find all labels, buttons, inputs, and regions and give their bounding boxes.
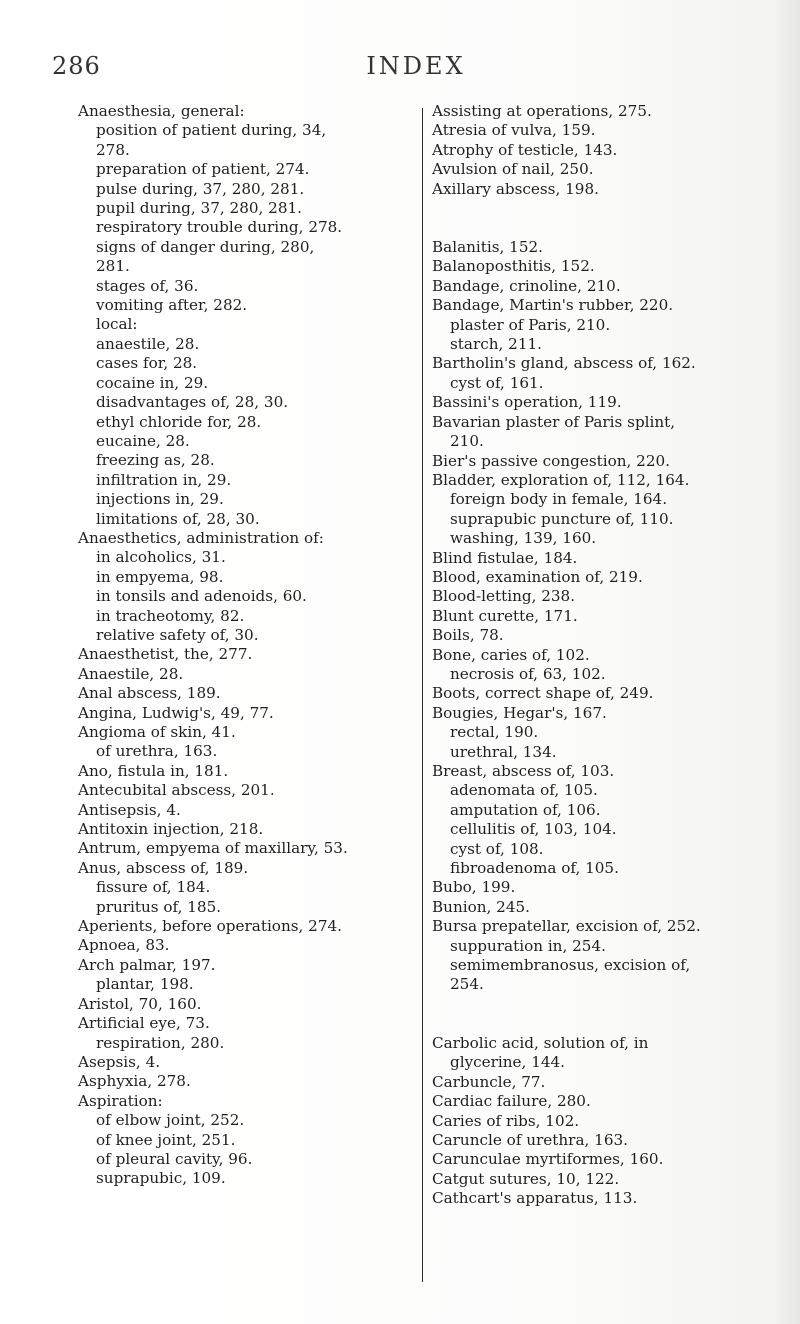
index-entry: Assisting at operations, 275. [432,102,652,120]
page-header [0,52,800,88]
index-entry: Arch palmar, 197. [78,955,216,974]
index-entry: Boots, correct shape of, 249. [432,684,654,703]
page-edge-shadow [774,0,800,1324]
index-subentry: suprapubic, 109. [96,1169,226,1188]
index-entry: Axillary abscess, 198. [432,179,599,198]
index-subentry: signs of danger during, 280, [96,237,315,256]
index-entry: Blood, examination of, 219. [432,567,643,586]
index-entry: Bandage, Martin's rubber, 220. [432,296,674,315]
index-subentry: 281. [96,257,130,276]
index-subentry: vomiting after, 282. [96,296,248,315]
index-subentry: of pleural cavity, 96. [96,1149,253,1168]
index-entry: Balanoposthitis, 152. [432,257,595,276]
index-entry: Anus, abscess of, 189. [78,858,249,877]
index-subentry: 210. [450,432,484,451]
index-subentry: starch, 211. [450,335,542,354]
index-subentry: respiratory trouble during, 278. [96,218,343,237]
index-subentry: 254. [450,975,484,994]
index-entry: Bier's passive congestion, 220. [432,451,670,470]
index-subentry: respiration, 280. [96,1033,225,1052]
index-subentry: necrosis of, 63, 102. [450,664,606,683]
index-entry: Caries of ribs, 102. [432,1111,580,1130]
index-subentry: pupil during, 37, 280, 281. [96,199,302,218]
index-entry: Carbuncle, 77. [432,1072,546,1091]
index-subentry: suppuration in, 254. [450,936,606,955]
index-entry: Atrophy of testicle, 143. [432,140,618,159]
index-subentry: pulse during, 37, 280, 281. [96,179,305,198]
index-subentry: cellulitis of, 103, 104. [450,820,617,839]
index-entry: Bartholin's gland, abscess of, 162. [432,354,696,373]
index-entry: Angioma of skin, 41. [78,723,236,741]
index-subentry: cases for, 28. [96,354,198,373]
index-entry: Cathcart's apparatus, 113. [432,1189,638,1208]
index-entry: Bone, caries of, 102. [432,645,590,664]
index-entry: Antecubital abscess, 201. [78,781,275,800]
index-subentry: in alcoholics, 31. [96,548,226,567]
index-subentry: urethral, 134. [450,742,557,761]
running-head: INDEX [366,52,466,80]
index-subentry: of elbow joint, 252. [96,1111,245,1130]
index-subentry: in empyema, 98. [96,567,224,586]
index-entry: Aristol, 70, 160. [78,994,202,1013]
index-entry: Blunt curette, 171. [432,606,578,625]
index-subentry: stages of, 36. [96,276,199,295]
index-subentry: limitations of, 28, 30. [96,509,260,528]
index-subentry: freezing as, 28. [96,451,215,470]
index-entry: Ano, fistula in, 181. [78,761,229,780]
index-entry: Anaesthetics, administration of: [78,528,324,547]
index-subentry: eucaine, 28. [96,431,190,450]
index-entry: Caruncle of urethra, 163. [432,1130,628,1149]
index-subentry: of urethra, 163. [96,742,218,761]
index-subentry: plantar, 198. [96,975,194,994]
index-entry: Bandage, crinoline, 210. [432,276,621,295]
index-entry: Boils, 78. [432,626,504,645]
index-subentry: relative safety of, 30. [96,625,259,644]
index-entry: Antisepsis, 4. [78,800,181,819]
index-subentry: in tonsils and adenoids, 60. [96,587,307,606]
index-entry: Catgut sutures, 10, 122. [432,1169,620,1188]
column-divider [422,108,423,1282]
index-subentry: pruritus of, 185. [96,897,222,916]
index-subentry: adenomata of, 105. [450,781,598,800]
index-entry: Anaestile, 28. [78,664,184,683]
index-entry: Anaesthetist, the, 277. [78,645,253,664]
index-entry: Bassini's operation, 119. [432,393,622,412]
index-entry: Bursa prepatellar, excision of, 252. [432,917,701,936]
index-entry: Bavarian plaster of Paris splint, [432,412,676,431]
index-subentry: washing, 139, 160. [450,529,597,548]
section-gap [432,199,780,238]
index-entry: Carunculae myrtiformes, 160. [432,1150,664,1169]
index-entry: Asepsis, 4. [78,1052,161,1071]
index-subentry: cocaine in, 29. [96,373,209,392]
index-entry: Antrum, empyema of maxillary, 53. [78,839,348,858]
index-entry: Aperients, before operations, 274. [78,917,342,936]
index-subentry: fissure of, 184. [96,878,211,897]
index-subentry: of knee joint, 251. [96,1130,236,1149]
index-entry: Blind fistulae, 184. [432,548,578,567]
index-entry: Blood-letting, 238. [432,587,576,606]
index-entry: Bougies, Hegar's, 167. [432,703,607,722]
index-entry: Artificial eye, 73. [78,1014,210,1033]
index-entry: Aspiration: [78,1091,163,1110]
index-entry: Antitoxin injection, 218. [78,820,264,839]
index-column-left [78,102,424,1189]
index-entry: Bubo, 199. [432,878,516,897]
index-entry: Cardiac failure, 280. [432,1092,591,1111]
index-subentry: ethyl chloride for, 28. [96,412,262,431]
index-subentry: injections in, 29. [96,490,224,509]
index-subentry: anaestile, 28. [96,334,200,353]
index-subentry: in tracheotomy, 82. [96,606,245,625]
index-subentry: foreign body in female, 164. [450,490,668,509]
index-subentry: plaster of Paris, 210. [450,315,611,334]
index-subentry: position of patient during, 34, [96,121,327,140]
index-entry: Anaesthesia, general: [78,102,245,120]
index-subentry: fibroadenoma of, 105. [450,859,619,878]
index-subentry: amputation of, 106. [450,800,601,819]
index-subentry: rectal, 190. [450,723,539,742]
page-number: 286 [52,52,101,80]
index-entry: Balanitis, 152. [432,238,543,257]
index-column-right [432,102,780,1209]
index-entry: Asphyxia, 278. [78,1072,191,1091]
index-subentry: cyst of, 161. [450,373,544,392]
index-subentry: cyst of, 108. [450,839,544,858]
index-entry: Bunion, 245. [432,897,530,916]
index-subentry: suprapubic puncture of, 110. [450,509,674,528]
index-subentry: local: [96,315,138,334]
index-subentry: semimembranosus, excision of, [450,956,691,975]
index-entry: Carbolic acid, solution of, in [432,1033,649,1052]
index-subentry: disadvantages of, 28, 30. [96,393,289,412]
index-entry: Avulsion of nail, 250. [432,160,594,179]
index-entry: Bladder, exploration of, 112, 164. [432,470,690,489]
index-entry: Atresia of vulva, 159. [432,121,596,140]
index-entry: Angina, Ludwig's, 49, 77. [78,703,274,722]
index-entry: Breast, abscess of, 103. [432,762,615,780]
index-entry: Apnoea, 83. [78,936,170,955]
index-subentry: 278. [96,140,130,159]
index-subentry: preparation of patient, 274. [96,160,310,179]
index-entry: Anal abscess, 189. [78,684,221,703]
index-subentry: glycerine, 144. [450,1053,566,1072]
section-gap [432,995,780,1034]
index-subentry: infiltration in, 29. [96,470,232,489]
